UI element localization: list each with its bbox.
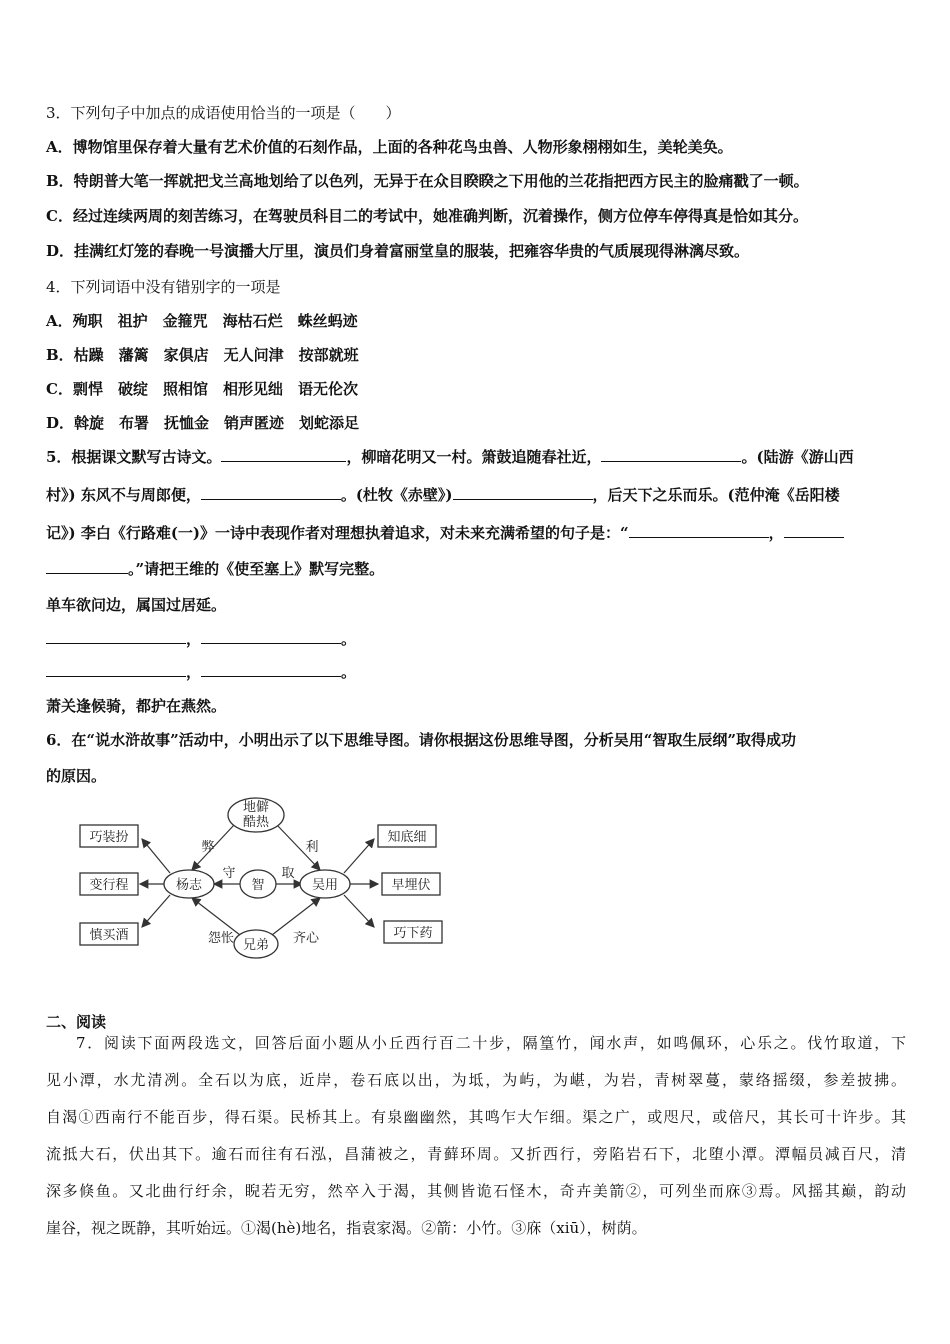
box-left-1-label: 巧装扮 (89, 830, 129, 845)
node-yangzhi-label: 杨志 (175, 878, 203, 893)
q4-stem: 4．下列词语中没有错别字的一项是 (46, 278, 281, 296)
box-left-3-label: 慎买酒 (89, 928, 129, 943)
q5-text: 。(杜牧《赤壁》) (340, 486, 453, 504)
edge-label-qixin: 齐心 (292, 931, 320, 946)
node-wuyong-label: 吴用 (311, 878, 339, 893)
node-bottom-label: 兄弟 (242, 938, 270, 953)
edge-line (272, 898, 320, 935)
q5-text: 。(陆游《游山西 (741, 448, 854, 466)
fill-blank[interactable] (629, 523, 769, 538)
q5-text: 记》) 李白《行路难(一)》一诗中表现作者对理想执着追求，对未来充满希望的句子是：“ (46, 524, 629, 542)
section-title: 二、阅读 (46, 1013, 107, 1031)
fill-blank[interactable] (601, 447, 741, 462)
edge-label-li: 利 (305, 840, 319, 855)
q7-line-3: 自渴①西南行不能百步，得石渠。民桥其上。有泉幽幽然，其鸣乍大乍细。渠之广，或咫尺，或倍尺，其长可十许步。其 (46, 1108, 906, 1126)
q3-option-c: C．经过连续两周的刻苦练习，在驾驶员科目二的考试中，她准确判断，沉着操作，侧方位停车停得真是恰如其分。 (46, 207, 808, 225)
fill-blank[interactable] (201, 629, 341, 644)
q6-line-2: 的原因。 (46, 767, 107, 785)
q5-text: ，后天下之乐而乐。(范仲淹《岳阳楼 (592, 486, 840, 504)
fill-blank[interactable] (46, 629, 186, 644)
fill-blank[interactable] (201, 485, 341, 500)
box-right-3-label: 巧下药 (393, 926, 433, 941)
fill-blank[interactable] (201, 662, 341, 677)
q6-line-1: 6．在“说水浒故事”活动中，小明出示了以下思维导图。请你根据这份思维导图，分析吴用“智取生辰纲”取得成功 (46, 731, 796, 749)
q4-option-d: D．斡旋 布署 抚恤金 销声匿迹 划蛇添足 (46, 414, 360, 432)
fill-blank[interactable] (46, 559, 128, 574)
edge-label-qu: 取 (281, 866, 295, 881)
edge-line (192, 898, 240, 935)
punct: ， (186, 630, 202, 648)
poem-line-3 (46, 661, 906, 683)
fill-blank[interactable] (453, 485, 593, 500)
box-left-2-label: 变行程 (89, 878, 129, 893)
fill-blank[interactable] (784, 523, 844, 538)
q3-option-a: A．博物馆里保存着大量有艺术价值的石刻作品，上面的各种花鸟虫兽、人物形象栩栩如生，美轮美奂。 (46, 138, 733, 156)
edge-label-bi: 弊 (201, 840, 215, 855)
node-center-label: 智 (251, 878, 265, 893)
edge-line (344, 839, 374, 873)
q4-option-b: B．枯躁 藩篱 家俱店 无人问津 按部就班 (46, 346, 359, 364)
q5-line-4 (46, 558, 906, 580)
q7-line-5: 深多倏鱼。又北曲行纡余，睨若无穷，然卒入于渴，其侧皆诡石怪木，奇卉美箭②，可列坐而庥③焉。风摇其巅，韵动 (46, 1182, 906, 1200)
mind-map-diagram (72, 795, 452, 965)
q5-text: ，柳暗花明又一村。箫鼓追随春社近， (346, 448, 602, 466)
edge-label-shou: 守 (222, 866, 236, 881)
poem-line-1: 单车欲问边，属国过居延。 (46, 596, 227, 614)
edge-line (142, 839, 170, 873)
q3-option-b: B．特朗普大笔一挥就把戈兰高地划给了以色列，无异于在众目睽睽之下用他的兰花指把西方民主的脸痛戳了一顿。 (46, 172, 809, 190)
fill-blank[interactable] (46, 662, 186, 677)
box-right-1-label: 知底细 (387, 830, 427, 845)
poem-line-4: 萧关逢候骑，都护在燕然。 (46, 697, 227, 715)
q4-option-c: C．剽悍 破绽 照相馆 相形见绌 语无伦次 (46, 380, 358, 398)
punct: ， (186, 663, 202, 681)
node-top-line1: 地僻 (242, 800, 270, 815)
node-top-line2: 酷热 (242, 815, 270, 830)
q7-line-6: 崖谷，视之既静，其听始远。①渴(hè)地名，指袁家渴。②箭：小竹。③庥（xiū），树荫。 (46, 1219, 647, 1237)
punct: 。 (341, 630, 357, 648)
fill-blank[interactable] (221, 447, 346, 462)
q5-text: 村》) 东风不与周郎便， (46, 486, 201, 504)
punct: 。 (341, 663, 357, 681)
q3-option-d: D．挂满红灯笼的春晚一号演播大厅里，演员们身着富丽堂皇的服装，把雍容华贵的气质展现得淋漓尽致。 (46, 242, 750, 260)
poem-line-2 (46, 628, 906, 650)
q5-line-2 (46, 484, 906, 506)
q5-line-1 (46, 446, 906, 468)
q4-option-a: A．殉职 祖护 金箍咒 海枯石烂 蛛丝蚂迹 (46, 312, 358, 330)
q5-text: 5．根据课文默写古诗文。 (46, 448, 222, 466)
edge-line (142, 895, 170, 927)
edge-label-yuanchang: 怨怅 (207, 931, 235, 946)
q3-stem: 3．下列句子中加点的成语使用恰当的一项是（ ） (46, 104, 401, 122)
q5-text: ， (768, 524, 784, 542)
q7-line-4: 流抵大石，伏出其下。逾石而往有石泓，昌蒲被之，青藓环周。又折西行，旁陷岩石下，北堕小潭。潭幅员减百尺，清 (46, 1145, 906, 1163)
q7-line-2: 见小潭，水尤清冽。全石以为底，近岸，卷石底以出，为坻，为屿，为嵁，为岩，青树翠蔓，蒙络摇缀，参差披拂。 (46, 1071, 906, 1089)
box-right-2-label: 早埋伏 (391, 878, 431, 893)
q5-line-3 (46, 522, 906, 544)
q5-text: 。”请把王维的《使至塞上》默写完整。 (128, 560, 385, 578)
edge-line (344, 895, 374, 927)
q7-line-1: 7．阅读下面两段选文，回答后面小题从小丘西行百二十步，隔篁竹，闻水声，如鸣佩环，心乐之。伐竹取道，下 (76, 1034, 906, 1052)
